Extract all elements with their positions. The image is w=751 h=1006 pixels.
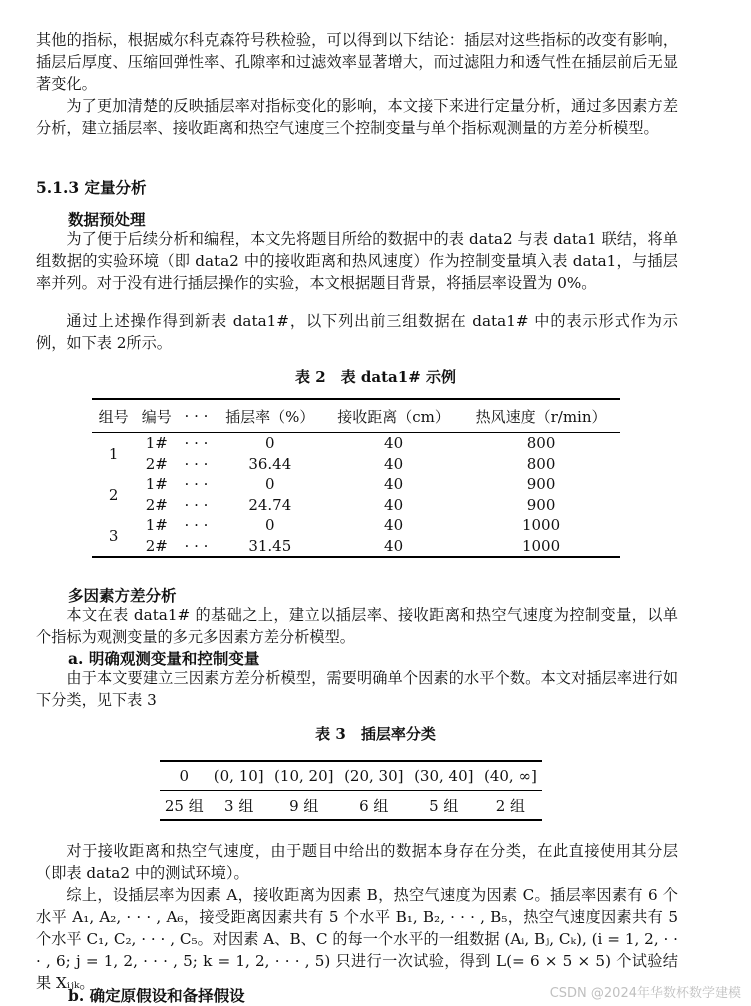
table-cell: 0 [160, 761, 209, 791]
table2-header: 接收距离（cm） [325, 399, 462, 433]
table-cell: 40 [384, 454, 404, 473]
table2 [92, 398, 620, 558]
table-cell: 2 组 [479, 791, 542, 821]
table-cell: 3 组 [209, 791, 269, 821]
table-cell: 40 [325, 536, 462, 558]
table-row [92, 536, 620, 558]
table-cell: 900 [526, 495, 556, 514]
group-cell: 1 [108, 444, 119, 463]
table-cell: 5 组 [409, 791, 479, 821]
table-cell: · · · [184, 475, 209, 494]
table2-header: 组号 [92, 399, 135, 433]
table-cell: 31.45 [215, 536, 326, 558]
table-cell: (30, 40] [409, 761, 479, 791]
table-cell: (10, 20] [269, 761, 339, 791]
table-row [160, 761, 542, 791]
table-cell: 0 [265, 475, 275, 494]
subheading-a: a. 明确观测变量和控制变量 [68, 649, 260, 668]
table-cell: 24.74 [248, 495, 292, 514]
table2-header: · · · [178, 399, 214, 433]
preprocess-paragraph: 为了便于后续分析和编程，本文先将题目所给的数据中的表 data2 与表 data1 联结，将单组数据的实验环境（即 data2 中的接收距离和热风速度）作为控制变量填入表 data1，与插层率并列。对于没有进行插层操作的实验，本文根据题目背景，将插层率设置为 0%。 [36, 230, 678, 292]
table-cell: 0 [265, 516, 275, 535]
table-cell: 6 组 [339, 791, 409, 821]
intro-paragraph: 其他的指标，根据威尔科克森符号秩检验，可以得到以下结论：插层对这些指标的改变有影响，插层后厚度、压缩回弹性率、孔隙率和过滤效率显著增大，而过滤阻力和透气性在插层前后无显著变化。 [36, 31, 678, 93]
table-cell: 800 [526, 434, 556, 453]
watermark: CSDN @2024年华数杯数学建模 [549, 986, 741, 1001]
table-cell: 1# [145, 516, 168, 535]
table-cell: · · · [184, 516, 209, 535]
quant-intro-paragraph: 为了更加清楚的反映插层率对指标变化的影响，本文接下来进行定量分析，通过多因素方差分析，建立插层率、接收距离和热空气速度三个控制变量与单个指标观测量的方差分析模型。 [36, 97, 678, 137]
table-row [92, 495, 620, 516]
table-row [92, 433, 620, 454]
summary-paragraph: 综上，设插层率为因素 A，接收距离为因素 B，热空气速度为因素 C。插层率因素有 6 个水平 A₁, A₂, · · · , A₆，接受距离因素共有 5 个水平 B₁, B₂, · · · , B₅，热空气速度因素共有 5 个水平 C₁, C₂, · · · , C₅。对因素 A、B、C 的每一个水平的一组数据 (Aᵢ, Bⱼ, Cₖ), (i = 1, 2, · · · , 6; j = 1, 2, · · · , 5; k = 1, 2, · · · , 5) 只进行一次试验，得到 L(= 6 × 5 × 5) 个试验结果 Xᵢⱼₖ。 [36, 886, 678, 992]
table-cell: 2# [145, 495, 168, 514]
table2-header: 编号 [135, 399, 178, 433]
table-cell: (20, 30] [339, 761, 409, 791]
table-cell: 25 组 [160, 791, 209, 821]
subheading-anova: 多因素方差分析 [68, 586, 177, 605]
table3 [160, 760, 542, 821]
table-cell: 1# [145, 434, 168, 453]
table-cell: 900 [526, 475, 556, 494]
table-cell: 800 [526, 454, 556, 473]
table2-header-row [92, 399, 620, 433]
table-row [92, 454, 620, 475]
table2-header: 插层率（%） [215, 399, 326, 433]
group-cell: 3 [92, 515, 135, 557]
table-row [92, 515, 620, 536]
distance-speed-paragraph: 对于接收距离和热空气速度，由于题目中给出的数据本身存在分类，在此直接使用其分层（即表 data2 中的测试环境）。 [36, 842, 678, 882]
table-cell: 2# [135, 536, 178, 558]
table-cell: 1# [145, 475, 168, 494]
table2-caption: 表 2 表 data1# 示例 [295, 368, 456, 386]
anova-paragraph: 本文在表 data1# 的基础之上，建立以插层率、接收距离和热空气速度为控制变量，以单个指标为观测变量的多元多因素方差分析模型。 [36, 606, 678, 646]
table-cell: · · · [184, 454, 209, 473]
table2-header: 热风速度（r/min） [462, 399, 620, 433]
table-cell: 2# [145, 454, 168, 473]
table-cell: (0, 10] [209, 761, 269, 791]
table-cell: 9 组 [269, 791, 339, 821]
table3-caption: 表 3 插层率分类 [315, 725, 436, 743]
table-cell: 36.44 [248, 454, 292, 473]
table-cell: · · · [184, 434, 209, 453]
table-cell: 40 [384, 516, 404, 535]
table-cell: 1000 [521, 516, 561, 535]
table-row [92, 474, 620, 495]
group-cell: 2 [108, 485, 119, 504]
subheading-b: b. 确定原假设和备择假设 [68, 986, 245, 1005]
data1-example-paragraph: 通过上述操作得到新表 data1#，以下列出前三组数据在 data1# 中的表示形式作为示例，如下表 2所示。 [36, 312, 678, 352]
table-cell: · · · [178, 536, 214, 558]
table-cell: 40 [384, 495, 404, 514]
table-cell: 40 [384, 475, 404, 494]
section-heading: 5.1.3 定量分析 [36, 178, 147, 197]
table-cell: 0 [265, 434, 275, 453]
table-cell: 1000 [462, 536, 620, 558]
table-cell: · · · [184, 495, 209, 514]
level-count-paragraph: 由于本文要建立三因素方差分析模型，需要明确单个因素的水平个数。本文对插层率进行如下分类，见下表 3 [36, 669, 678, 709]
table-cell: (40, ∞] [479, 761, 542, 791]
subheading-preprocess: 数据预处理 [68, 210, 146, 229]
table-row [160, 791, 542, 821]
table-cell: 40 [384, 434, 404, 453]
